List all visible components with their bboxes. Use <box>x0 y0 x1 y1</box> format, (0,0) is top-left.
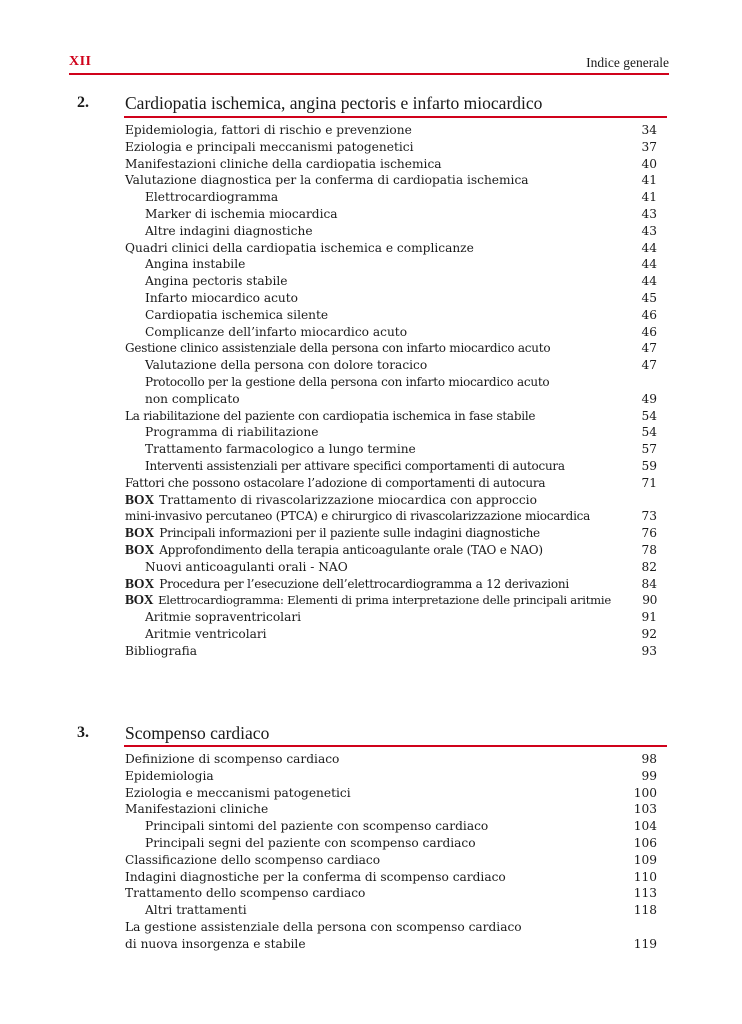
page-ref: 106 <box>633 835 657 850</box>
toc-entry[interactable]: Valutazione diagnostica per la conferma di cardiopatia ischemica 41 <box>125 173 657 188</box>
toc-entry[interactable]: Epidemiologia, fattori di rischio e prevenzione 34 <box>125 123 657 137</box>
toc-box-entry[interactable]: BOX Approfondimento della terapia anticoagulante orale (TAO e NAO) 78 <box>125 541 657 557</box>
page-ref: 84 <box>641 576 657 591</box>
page-ref: 119 <box>633 936 657 951</box>
toc-entry[interactable]: Gestione clinico assistenziale della persona con infarto miocardico acuto 47 <box>125 341 657 356</box>
toc-subentry[interactable]: Principali sintomi del paziente con scompenso cardiaco 104 <box>145 819 657 834</box>
page-ref: 37 <box>641 139 657 154</box>
page-ref: 118 <box>633 903 657 918</box>
page-ref: 93 <box>641 643 657 658</box>
page-number: XII <box>69 54 92 69</box>
page-ref: 41 <box>641 173 657 188</box>
page-ref: 109 <box>633 852 657 867</box>
toc-subentry[interactable]: Interventi assistenziali per attivare specifici comportamenti di autocura 59 <box>145 458 657 473</box>
toc-subentry[interactable]: Infarto miocardico acuto 45 <box>145 290 657 305</box>
page-ref: 47 <box>641 358 657 373</box>
toc-subentry[interactable]: Trattamento farmacologico a lungo termine 57 <box>145 442 657 457</box>
page-ref: 99 <box>641 768 657 783</box>
box-label: BOX <box>125 525 155 541</box>
chapter-number: 2. <box>77 94 89 111</box>
toc-list <box>125 751 657 953</box>
toc-subentry[interactable]: Elettrocardiogramma 41 <box>145 190 657 205</box>
page-ref: 45 <box>641 290 657 305</box>
toc-entry[interactable]: Indagini diagnostiche per la conferma di scompenso cardiaco 110 <box>125 869 657 884</box>
page-ref: 43 <box>641 206 657 221</box>
page-ref: 49 <box>641 391 657 406</box>
page-ref: 91 <box>641 610 657 625</box>
page-ref: 54 <box>641 408 657 423</box>
page-ref: 71 <box>641 475 657 490</box>
toc-entry[interactable]: Trattamento dello scompenso cardiaco 113 <box>125 886 657 901</box>
running-header <box>69 54 669 74</box>
page-ref: 73 <box>641 509 657 524</box>
toc-box-entry[interactable]: BOX Trattamento di rivascolarizzazione miocardica con approccio <box>125 491 537 507</box>
box-label: BOX <box>125 541 155 557</box>
toc-subentry-continuation[interactable]: non complicato 49 <box>145 391 657 406</box>
page-ref: 54 <box>641 425 657 440</box>
toc-subentry[interactable]: Cardiopatia ischemica silente 46 <box>145 307 657 322</box>
toc-box-entry[interactable]: BOX Principali informazioni per il paziente sulle indagini diagnostiche 76 <box>125 525 657 541</box>
page-ref: 110 <box>633 869 657 884</box>
toc-subentry[interactable]: Complicanze dell’infarto miocardico acuto 46 <box>145 324 657 339</box>
page-ref: 113 <box>633 886 657 901</box>
page-ref: 90 <box>642 593 657 608</box>
page-ref: 57 <box>641 442 657 457</box>
toc-subentry[interactable]: Angina pectoris stabile 44 <box>145 274 657 289</box>
toc-entry[interactable]: La riabilitazione del paziente con cardiopatia ischemica in fase stabile 54 <box>125 408 657 423</box>
page-ref: 46 <box>641 307 657 322</box>
page-ref: 41 <box>641 190 657 205</box>
toc-subentry[interactable]: Valutazione della persona con dolore toracico 47 <box>145 358 657 373</box>
toc-subentry[interactable]: Principali segni del paziente con scompenso cardiaco 106 <box>145 835 657 850</box>
toc-subentry[interactable]: Protocollo per la gestione della persona con infarto miocardico acuto <box>145 374 550 389</box>
toc-entry[interactable]: Definizione di scompenso cardiaco 98 <box>125 752 657 766</box>
box-label: BOX <box>125 592 154 608</box>
toc-subentry[interactable]: Programma di riabilitazione 54 <box>145 425 657 440</box>
chapter-rule <box>124 116 667 118</box>
toc-subentry[interactable]: Altri trattamenti 118 <box>145 903 657 918</box>
page-ref: 40 <box>641 156 657 171</box>
box-label: BOX <box>125 575 155 591</box>
page-ref: 34 <box>641 123 657 137</box>
page-ref: 43 <box>641 223 657 238</box>
toc-entry[interactable]: Eziologia e principali meccanismi patogenetici 37 <box>125 139 657 154</box>
chapter-rule <box>124 745 667 747</box>
page-ref: 82 <box>641 559 657 574</box>
toc-box-entry[interactable]: BOX Procedura per l’esecuzione dell’elettrocardiogramma a 12 derivazioni 84 <box>125 575 657 591</box>
header-rule <box>69 73 669 75</box>
chapter-title: Scompenso cardiaco <box>125 723 270 743</box>
toc-subentry[interactable]: Nuovi anticoagulanti orali - NAO 82 <box>145 559 657 574</box>
page-ref: 46 <box>641 324 657 339</box>
toc-entry[interactable]: Eziologia e meccanismi patogenetici 100 <box>125 785 657 800</box>
toc-entry[interactable]: Classificazione dello scompenso cardiaco 109 <box>125 852 657 867</box>
toc-entry[interactable]: Fattori che possono ostacolare l’adozione di comportamenti di autocura 71 <box>125 475 657 490</box>
page-ref: 76 <box>641 526 657 541</box>
page-ref: 100 <box>633 785 657 800</box>
toc-box-continuation[interactable]: mini-invasivo percutaneo (PTCA) e chirurgico di rivascolarizzazione miocardica 73 <box>125 509 657 524</box>
page-ref: 103 <box>633 802 657 817</box>
toc-box-entry[interactable]: BOX Elettrocardiogramma: Elementi di prima interpretazione delle principali aritmie 90 <box>125 592 657 608</box>
page-ref: 44 <box>641 240 657 255</box>
toc-subentry[interactable]: Altre indagini diagnostiche 43 <box>145 223 657 238</box>
toc-entry[interactable]: Manifestazioni cliniche della cardiopatia ischemica 40 <box>125 156 657 171</box>
toc-entry[interactable]: Manifestazioni cliniche 103 <box>125 802 657 817</box>
toc-subentry[interactable]: Aritmie ventricolari 92 <box>145 626 657 641</box>
toc-entry[interactable]: Epidemiologia 99 <box>125 768 657 783</box>
page-ref: 47 <box>641 341 657 356</box>
page-ref: 92 <box>641 626 657 641</box>
toc-subentry[interactable]: Aritmie sopraventricolari 91 <box>145 610 657 625</box>
toc-subentry[interactable]: Angina instabile 44 <box>145 257 657 272</box>
toc-entry[interactable]: Quadri clinici della cardiopatia ischemica e complicanze 44 <box>125 240 657 255</box>
page-ref: 104 <box>633 819 657 834</box>
toc-entry[interactable]: Bibliografia 93 <box>125 643 657 658</box>
running-title: Indice generale <box>586 55 669 70</box>
page-ref: 44 <box>641 257 657 272</box>
toc-subentry[interactable]: Marker di ischemia miocardica 43 <box>145 206 657 221</box>
page-ref: 98 <box>641 752 657 766</box>
box-label: BOX <box>125 491 155 507</box>
toc-list <box>125 122 657 660</box>
page-ref: 59 <box>641 458 657 473</box>
chapter-title: Cardiopatia ischemica, angina pectoris e infarto miocardico <box>125 93 543 113</box>
toc-entry[interactable]: La gestione assistenziale della persona con scompenso cardiaco <box>125 919 522 934</box>
page-ref: 78 <box>641 542 657 557</box>
toc-entry-continuation[interactable]: di nuova insorgenza e stabile 119 <box>125 936 657 951</box>
chapter-number: 3. <box>77 724 89 741</box>
page-ref: 44 <box>641 274 657 289</box>
